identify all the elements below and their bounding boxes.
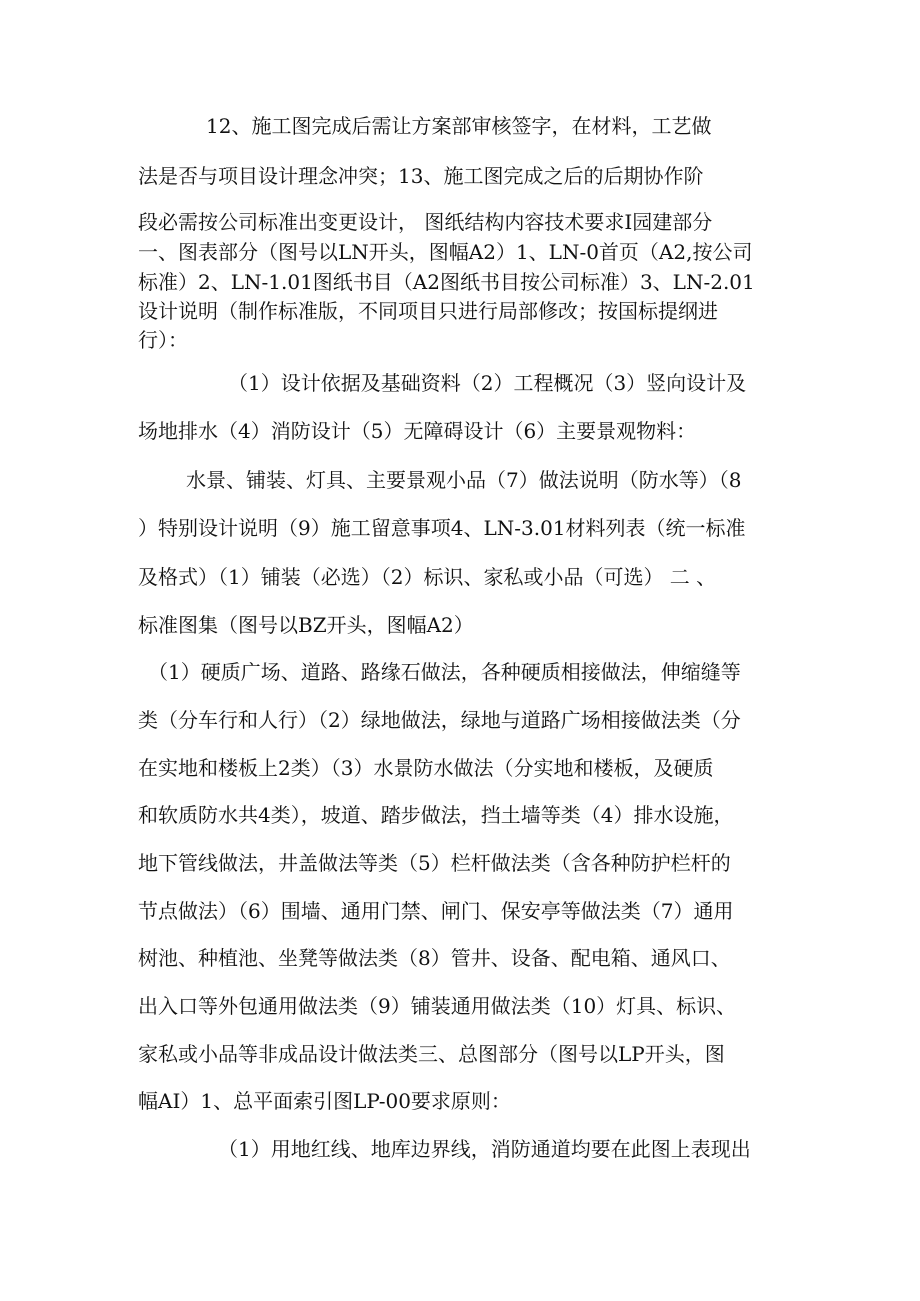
text-line-5: 标准）2、LN-1.01图纸书目（A2图纸书目按公司标准）3、LN-2.01 xyxy=(138,270,755,294)
text-line-22: 家私或小品等非成品设计做法类三、总图部分（图号以LP开头，图 xyxy=(138,1042,725,1066)
text-line-13: 标准图集（图号以BZ开头，图幅A2） xyxy=(138,613,474,637)
text-line-9: 场地排水（4）消防设计（5）无障碍设计（6）主要景观物料： xyxy=(138,419,697,443)
text-line-17: 和软质防水共4类），坡道、踏步做法，挡土墙等类（4）排水设施， xyxy=(138,803,734,827)
text-line-23: 幅AI）1、总平面索引图LP-00要求原则： xyxy=(138,1089,511,1113)
text-line-15: 类（分车行和人行）（2）绿地做法，绿地与道路广场相接做法类（分 xyxy=(138,708,741,732)
text-line-11: ）特别设计说明（9）施工留意事项4、LN-3.01材料列表（统一标准 xyxy=(138,516,746,540)
text-line-2: 法是否与项目设计理念冲突；13、施工图完成之后的后期协作阶 xyxy=(138,164,704,188)
text-line-8: （1）设计依据及基础资料（2）工程概况（3）竖向设计及 xyxy=(228,371,747,395)
text-line-18: 地下管线做法，井盖做法等类（5）栏杆做法类（含各种防护栏杆的 xyxy=(138,851,731,875)
text-line-10: 水景、铺装、灯具、主要景观小品（7）做法说明（防水等）（8 xyxy=(186,468,742,492)
text-line-24: （1）用地红线、地库边界线，消防通道均要在此图上表现出 xyxy=(218,1137,751,1161)
text-line-20: 树池、种植池、坐凳等做法类（8）管井、设备、配电箱、通风口、 xyxy=(138,946,731,970)
text-line-3: 段必需按公司标准出变更设计， 图纸结构内容技术要求Ⅰ园建部分 xyxy=(138,210,713,234)
text-line-21: 出入口等外包通用做法类（9）铺装通用做法类（10）灯具、标识、 xyxy=(138,994,737,1018)
text-line-16: 在实地和楼板上2类）（3）水景防水做法（分实地和楼板，及硬质 xyxy=(138,756,714,780)
text-line-1: 12、施工图完成后需让方案部审核签字，在材料，工艺做 xyxy=(206,114,712,138)
text-line-6: 设计说明（制作标准版，不同项目只进行局部修改；按国标提纲进 xyxy=(138,299,718,323)
text-line-12: 及格式）（1）铺装（必选）（2）标识、家私或小品（可选） 二 、 xyxy=(138,565,717,589)
text-line-14: （1）硬质广场、道路、路缘石做法，各种硬质相接做法，伸缩缝等 xyxy=(148,660,741,684)
text-line-19: 节点做法）（6）围墙、通用门禁、闸门、保安亭等做法类（7）通用 xyxy=(138,899,734,923)
text-line-4: 一、图表部分（图号以LN开头，图幅A2）1、LN-0首页（A2,按公司 xyxy=(138,240,753,264)
text-line-7: 行）： xyxy=(138,328,188,352)
